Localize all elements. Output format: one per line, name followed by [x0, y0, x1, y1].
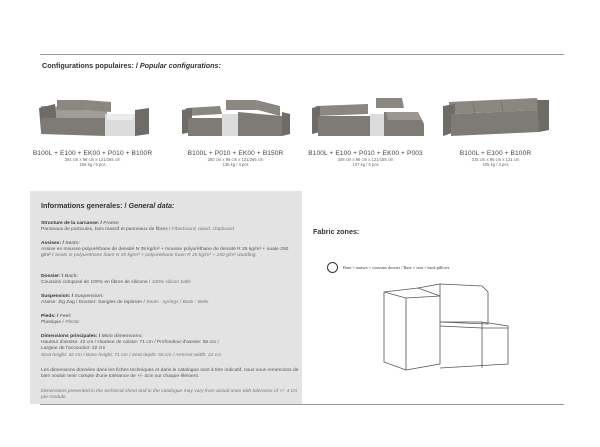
seats-section: Assises: / Seats: Assise en mousse polyuréthane de densité N 35 kg/m³ + mousse polyuréthane de densité R 25 kg/m³ + ouate 250 g/m² / Seats in polyurethane foam N 35 kg/m³ + polyurethane foam R 25 kg/m³ + 250 g/m² wadding: [41, 241, 289, 259]
fabric-zones-title: Fabric zones:: [313, 227, 360, 236]
config-dimensions: 260 cm x 96 cm x 121/265 cm: [207, 157, 264, 162]
config-card-4: [433, 92, 558, 167]
suspension-section: Suspension: / Suspension: Assise: Zig Zag / Dossier: Sangles de tapissier / Seats : springs / Back : Belts: [41, 294, 209, 306]
general-data-panel: [30, 191, 302, 404]
tolerance-note-fr: Les dimensions données dans les fiches techniques et dans le catalogue sont à titre indicatif, nous vous remercions de bien vouloir tenir compte d'une tolérance de +/- 4cm sur chaque élément.: [41, 368, 299, 380]
general-data-title: Informations generales: / General data:: [41, 201, 175, 210]
config-weight: 156 kg / 5 pcs: [79, 162, 106, 168]
config-dimensions: 348 cm x 96 cm x 121/155 cm: [337, 157, 394, 162]
top-divider: [40, 54, 564, 55]
config-card-1: [30, 92, 155, 167]
sofa-image-3: [306, 92, 426, 144]
config-dimensions: 304 cm x 96 cm x 121/265 cm: [64, 157, 121, 162]
sofa-image-2: [178, 92, 293, 144]
fabric-legend: [327, 262, 449, 273]
legend-label: Base + assises + coussins dossier / Base + seat + back pillows: [343, 265, 450, 270]
config-card-2: [173, 92, 298, 167]
fabric-zones-drawing: [378, 282, 518, 382]
config-weight: 105 kg / 3 pcs: [482, 162, 509, 168]
main-dimensions-section: Dimensions principales: / Main dimensions: Hauteur d'assise: 42 cm / Hauteur de caisse: 71 cm / Profondeur d'assise: 56 cm / Largeur de l'accoudoir: 22 cm Seat height: 42 cm / Base height: 71 cm / Seat depth: 56 cm / Armrest width: 22 cm: [41, 334, 222, 358]
config-code: B100L + E100 + EK00 + P010 + B100R: [32, 150, 153, 157]
bottom-divider: [40, 404, 564, 405]
frame-section: Structure de la carcasse: / Frame: Panneaux de particules, bois massif et panneaux de fibres / Fiberboard, wood, chipboard: [41, 221, 235, 233]
config-weight: 136 kg / 4 pcs: [222, 162, 249, 168]
config-code: B100L + E100 + B100R: [459, 150, 532, 157]
sofa-image-4: [433, 92, 558, 144]
config-code: B100L + E100 + P010 + EK00 + P003: [308, 150, 423, 157]
config-weight: 137 kg / 5 pcs: [352, 162, 379, 168]
back-section: Dossier: / Back: Coussins composé de 100% en fibres de silicone / 100% silicon balls: [41, 274, 191, 286]
config-dimensions: 315 cm x 96 cm x 121 cm: [471, 157, 520, 162]
legend-circle-icon: [327, 262, 338, 273]
config-code: B100L + P010 + EK00 + B150R: [187, 150, 284, 157]
tolerance-note-en: Dimensions presented in the technical sheet and in the catalogue may vary from actual ones with tolerance of +/- 4 cm per module.: [41, 389, 298, 401]
popular-configurations-title: Configurations populaires: / Popular configurations:: [42, 61, 221, 70]
sofa-image-1: [35, 92, 150, 144]
feet-section: Pieds: / Feet: Plastique / Plastic: [41, 314, 80, 326]
config-card-3: [303, 92, 428, 167]
